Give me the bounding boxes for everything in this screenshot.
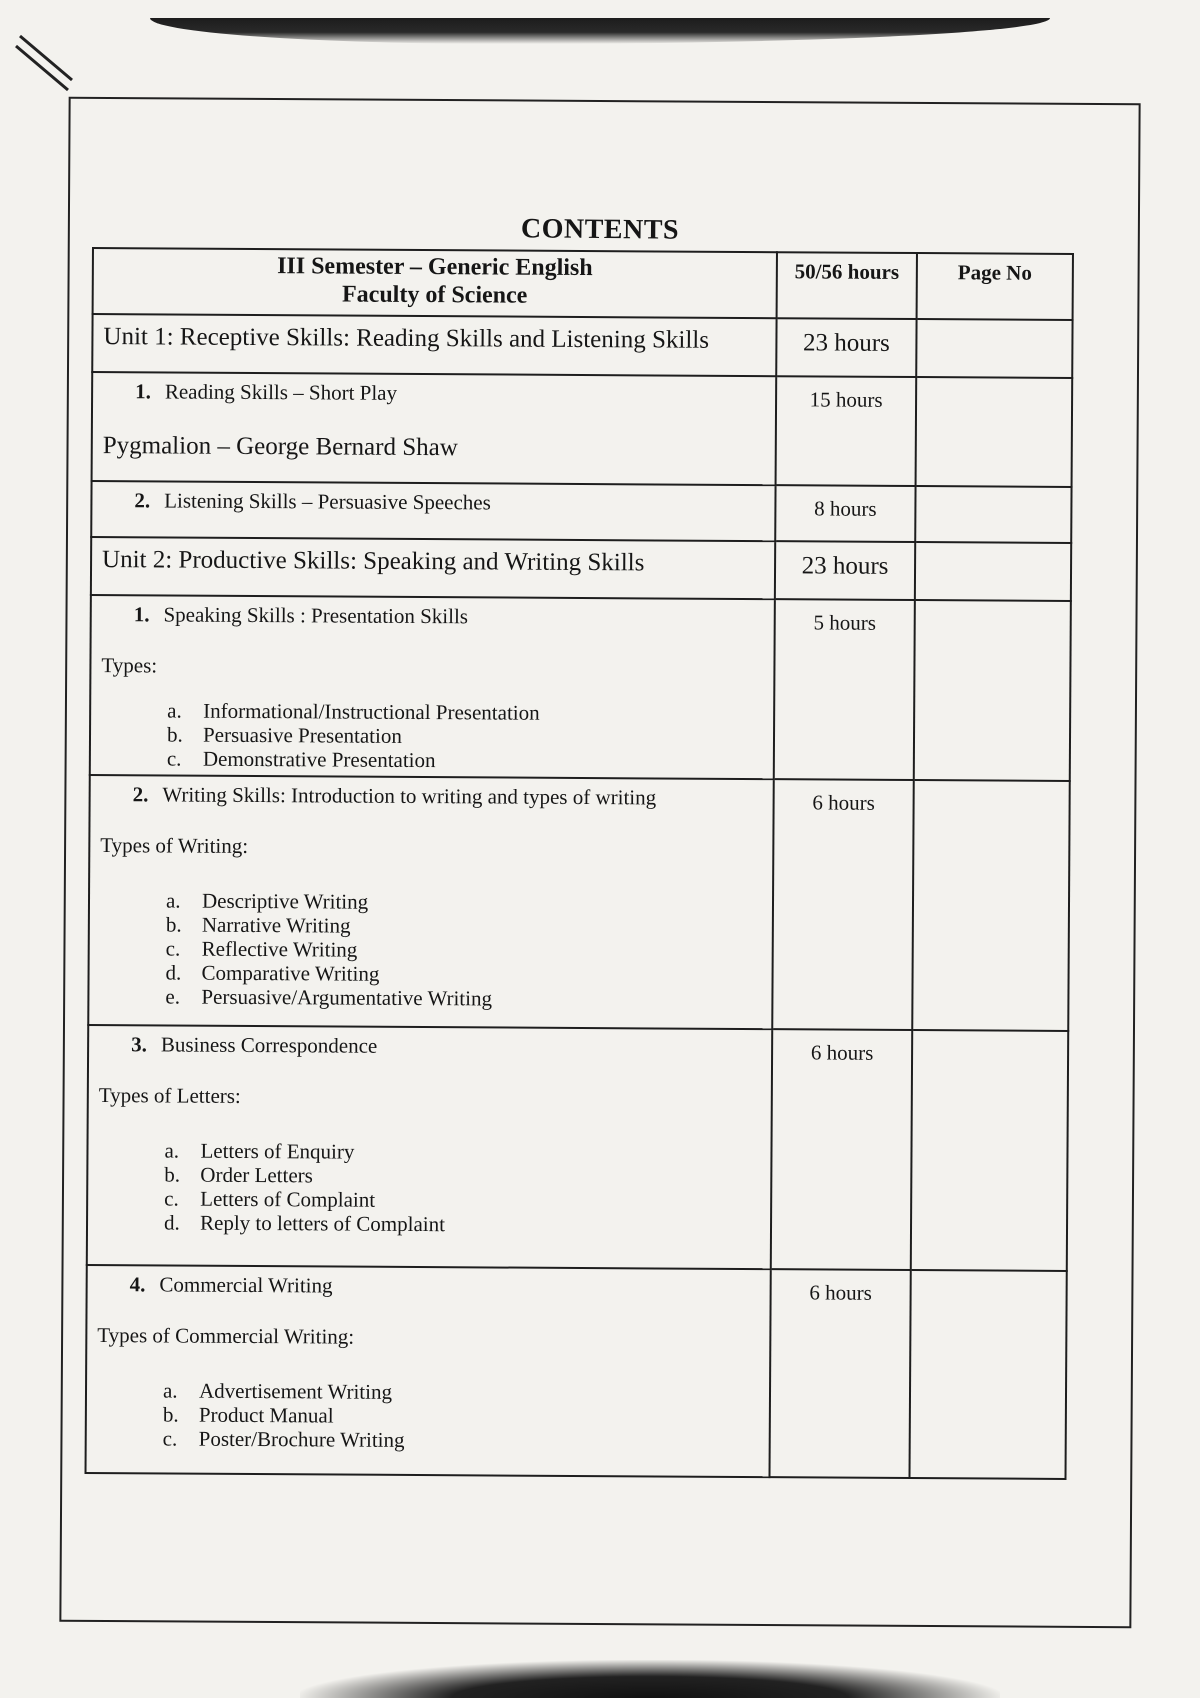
list-item: c. Reflective Writing: [165, 936, 358, 962]
topic-hours: 15 hours: [776, 376, 917, 486]
list-item: d. Comparative Writing: [165, 960, 380, 986]
topic-number: 3.: [131, 1032, 147, 1057]
list-item: b. Order Letters: [164, 1162, 313, 1188]
topic-title: Commercial Writing: [159, 1272, 333, 1298]
topic-cell: [92, 372, 777, 485]
topic-row: [88, 775, 1070, 1031]
list-item: e. Persuasive/Argumentative Writing: [165, 984, 493, 1011]
types-label: Types of Commercial Writing:: [97, 1323, 355, 1349]
list-item: a. Informational/Instructional Presentation: [167, 698, 540, 725]
unit-title: Unit 2: Productive Skills: Speaking and Writing Skills: [91, 537, 775, 599]
topic-hours: 5 hours: [774, 599, 915, 780]
page-no-cell: [909, 1270, 1066, 1479]
page-no-cell: [915, 542, 1071, 601]
topic-row: [87, 1025, 1068, 1271]
list-item: d. Reply to letters of Complaint: [163, 1210, 446, 1237]
scan-bottom-shadow: [300, 1660, 1000, 1698]
list-item: c. Letters of Complaint: [164, 1186, 376, 1212]
unit-hours: 23 hours: [776, 318, 916, 377]
page-no-cell: [914, 600, 1071, 781]
unit-title: Unit 1: Receptive Skills: Reading Skills and Listening Skills: [92, 314, 776, 376]
list-item: a. Letters of Enquiry: [164, 1138, 355, 1164]
topic-row: [86, 1265, 1067, 1479]
topic-number: 2.: [134, 488, 151, 513]
types-label: Types:: [101, 653, 158, 678]
types-list: [97, 888, 772, 1012]
topic-cell: [90, 595, 775, 779]
course-faculty-title: Faculty of Science: [341, 281, 528, 309]
hours-header: 50/56 hours: [777, 252, 917, 319]
list-item: a. Advertisement Writing: [162, 1378, 393, 1404]
types-list: [99, 698, 773, 774]
list-item: c. Poster/Brochure Writing: [162, 1426, 405, 1452]
topic-hours: 8 hours: [775, 485, 915, 542]
topic-title: Listening Skills – Persuasive Speeches: [164, 488, 491, 515]
topic-number: 2.: [132, 782, 149, 807]
list-item: c. Demonstrative Presentation: [166, 746, 436, 773]
topic-title: Reading Skills – Short Play: [164, 379, 398, 405]
types-list: [95, 1378, 769, 1454]
topic-hours: 6 hours: [771, 1029, 912, 1270]
page-no-cell: [915, 486, 1071, 543]
scan-top-shadow: [150, 18, 1050, 44]
page-no-cell: [911, 1030, 1068, 1271]
page-no-cell: [916, 377, 1073, 487]
types-label: Types of Letters:: [98, 1083, 241, 1108]
types-list: [96, 1138, 771, 1238]
topic-title: Speaking Skills : Presentation Skills: [163, 602, 469, 629]
unit-row: [91, 537, 1071, 601]
topic-row: [90, 595, 1071, 781]
list-item: b. Narrative Writing: [165, 912, 351, 938]
topic-title: Business Correspondence: [160, 1032, 378, 1058]
types-label: Types of Writing:: [100, 833, 249, 858]
unit-row: [92, 314, 1072, 378]
page-no-cell: [916, 319, 1072, 378]
corner-pen-mark: [14, 32, 84, 92]
topic-cell: [91, 481, 775, 541]
topic-row: [91, 481, 1071, 543]
table-header-row: [93, 248, 1073, 320]
topic-row: [92, 372, 1073, 487]
list-item: b. Product Manual: [162, 1402, 334, 1428]
topic-number: 1.: [135, 379, 151, 404]
page-no-cell: [912, 780, 1070, 1031]
topic-cell: [87, 1025, 772, 1269]
document-title: CONTENTS: [520, 213, 680, 246]
play-title: Pygmalion – George Bernard Shaw: [102, 432, 458, 462]
topic-number: 1.: [133, 602, 150, 627]
list-item: a. Descriptive Writing: [165, 888, 369, 914]
topic-hours: 6 hours: [769, 1269, 910, 1478]
unit-hours: 23 hours: [775, 541, 915, 600]
course-semester-title: III Semester – Generic English: [277, 253, 593, 282]
topic-hours: 6 hours: [772, 779, 914, 1030]
page-no-header: Page No: [917, 253, 1073, 320]
topic-number: 4.: [129, 1272, 146, 1297]
course-title-cell: [93, 248, 777, 318]
list-item: b. Persuasive Presentation: [166, 722, 402, 748]
topic-cell: [88, 775, 774, 1029]
topic-cell: [86, 1265, 771, 1477]
contents-table: [85, 247, 1074, 1480]
topic-title: Writing Skills: Introduction to writing and types of writing: [162, 782, 657, 810]
